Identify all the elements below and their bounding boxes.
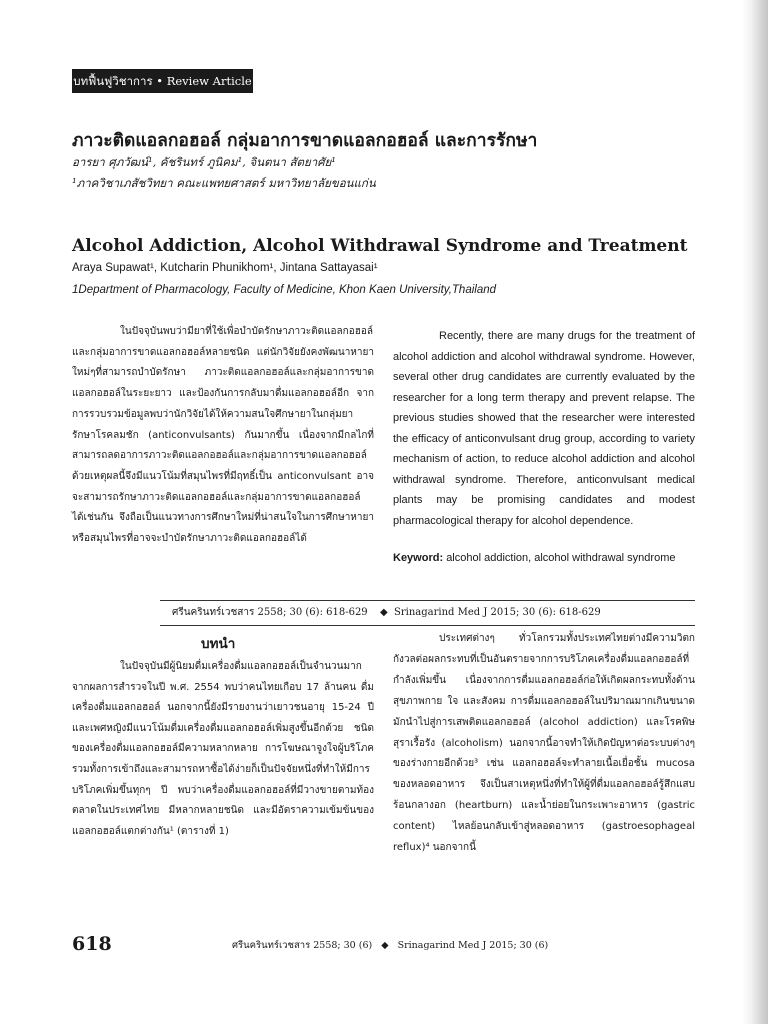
thai-affiliation: ¹ภาควิชาเภสัชวิทยา คณะแพทยศาสตร์ มหาวิทยาลัยขอนแก่น [72, 176, 376, 190]
footer-journal-english: Srinagarind Med J 2015; 30 (6) [397, 940, 549, 951]
keyword-list: alcohol addiction, alcohol withdrawal syndrome [446, 552, 676, 564]
page-edge-shadow [742, 0, 768, 1024]
citation-bar [160, 600, 695, 626]
citation-thai: ศรีนครินทร์เวชสาร 2558; 30 (6): 618-629 [172, 607, 368, 618]
thai-abstract-text: ในปัจจุบันพบว่ามียาที่ใช้เพื่อบำบัดรักษาภาวะติดแอลกอฮอล์และกลุ่มอาการขาดแอลกอฮอล์หลายชนิด แต่นักวิจัยยังคงพัฒนาหายาใหม่ๆที่สามารถบำบัดรักษา ภาวะติดแอลกอฮอล์และกลุ่มอาการขาดแอลกอฮอล์ในระยะยาว และป้องกันการกลับมาดื่มแอลกอฮอล์อีก จากการรวบรวมข้อมูลพบว่านักวิจัยได้ให้ความสนใจศึกษายาในกลุ่มยารักษาโรคลมชัก (anticonvulsants) กันมากขึ้น เนื่องจากมีกลไกที่สามารถลดอาการภาวะติดแอลกอฮอล์และกลุ่มอาการขาดแอลกอฮอล์ ด้วยเหตุผลนี้จึงมีแนวโน้มที่สมุนไพรที่มีฤทธิ์เป็น anticonvulsant อาจจะสามารถรักษาภาวะติดแอลกอฮอล์และกลุ่มอาการขาดแอลกอฮอล์ ได้เช่นกัน จึงถือเป็นแนวทางการศึกษาใหม่ที่น่าสนใจในการศึกษาหายาหรือสมุนไพรที่อาจจะบำบัดรักษาภาวะติดแอลกอฮอล์ได้ [72, 326, 374, 545]
english-abstract [393, 326, 695, 531]
diamond-icon: ◆ [380, 607, 388, 618]
english-authors: Araya Supawat¹, Kutcharin Phunikhom¹, Jintana Sattayasai¹ [72, 262, 378, 274]
body-column-right [393, 629, 695, 859]
body-column-left [72, 657, 374, 842]
footer-journal-thai: ศรีนครินทร์เวชสาร 2558; 30 (6) [232, 940, 373, 951]
english-abstract-text: Recently, there are many drugs for the treatment of alcohol addiction and alcohol withdrawal syndrome. However, several other drug candidates are currently evaluated by the researcher for a long term therapy and prevent relapse. The previous studies showed that the researcher were interested the efficacy of anticonvulsant drug group, according to variety mechanism of action, to reduce alcohol addiction and alcohol withdrawal syndrome. Therefore, anticonvulsant medical plants may be promising candidates and modest pharmacological therapy for alcohol dependence. [393, 330, 695, 527]
thai-abstract [72, 322, 374, 550]
keyword-label: Keyword: [393, 552, 444, 564]
body-paragraph: ประเทศต่างๆ ทั่วโลกรวมทั้งประเทศไทยต่างมีความวิตกกังวลต่อผลกระทบที่เป็นอันตรายจากการบริโภคเครื่องดื่มแอลกอฮอล์ที่กำลังเพิ่มขึ้น เนื่องจากการดื่มแอลกอฮอล์ก่อให้เกิดผลกระทบทั้งด้านสุขภาพกาย ใจ และสังคม การดื่มแอลกอฮอล์ในปริมาณมากเกินขนาด มักนำไปสู่การเสพติดแอลกอฮอล์ (alcohol addiction) และโรคพิษสุราเรื้อรัง (alcoholism) นอกจากนี้อาจทำให้เกิดปัญหาต่อระบบต่างๆ ของร่างกายอีกด้วย³ เช่น แอลกอฮอล์จะทำลายเนื้อเยื่อชั้น mucosa ของหลอดอาหาร จึงเป็นสาเหตุหนึ่งที่ทำให้ผู้ที่ดื่มแอลกอฮอล์รู้สึกแสบร้อนกลางอก (heartburn) และน้ำย่อยในกระเพาะอาหาร (gastric content) ไหลย้อนกลับเข้าสู่หลอดอาหาร (gastroesophageal reflux)⁴ นอกจากนี้ [393, 633, 695, 854]
english-affiliation: 1Department of Pharmacology, Faculty of Medicine, Khon Kaen University,Thailand [72, 284, 497, 296]
article-type-badge: บทฟื้นฟูวิชาการ • Review Article [72, 69, 253, 93]
page-number: 618 [72, 933, 112, 955]
thai-title: ภาวะติดแอลกอฮอล์ กลุ่มอาการขาดแอลกอฮอล์ และการรักษา [72, 131, 538, 151]
journal-footer [232, 938, 548, 953]
body-paragraph: ในปัจจุบันมีผู้นิยมดื่มเครื่องดื่มแอลกอฮอล์เป็นจำนวนมาก จากผลการสำรวจในปี พ.ศ. 2554 พบว่าคนไทยเกือบ 17 ล้านคน ดื่มเครื่องดื่มแอลกอฮอล์ นอกจากนี้ยังมีรายงานว่าเยาวชนอายุ 15-24 ปี และเพศหญิงมีแนวโน้มดื่มเครื่องดื่มแอลกอฮอล์เพิ่มสูงขึ้นอีกด้วย ชนิดของเครื่องดื่มแอลกอฮอล์มีความหลากหลาย การโฆษณาจูงใจผู้บริโภค รวมทั้งการเข้าถึงและสามารถหาซื้อได้ง่ายก็เป็นปัจจัยหนึ่งที่ทำให้มีการบริโภคเพิ่มขึ้นทุกๆ ปี พบว่าเครื่องดื่มแอลกอฮอล์ที่มีวางขายตามท้องตลาดในประเทศไทย มีหลากหลายชนิด และมีอัตราความเข้มข้นของแอลกอฮอล์แตกต่างกัน¹ (ตารางที่ 1) [72, 661, 374, 837]
english-title: Alcohol Addiction, Alcohol Withdrawal Syndrome and Treatment [72, 236, 688, 256]
citation-english: Srinagarind Med J 2015; 30 (6): 618-629 [394, 607, 601, 618]
section-heading-introduction: บทนำ [201, 636, 236, 652]
keywords-line [393, 552, 703, 564]
thai-authors: อารยา ศุภวัฒน์¹, คัชรินทร์ ภูนิคม¹, จินตนา สัตยาศัย¹ [72, 155, 336, 169]
diamond-icon: ◆ [381, 940, 389, 951]
